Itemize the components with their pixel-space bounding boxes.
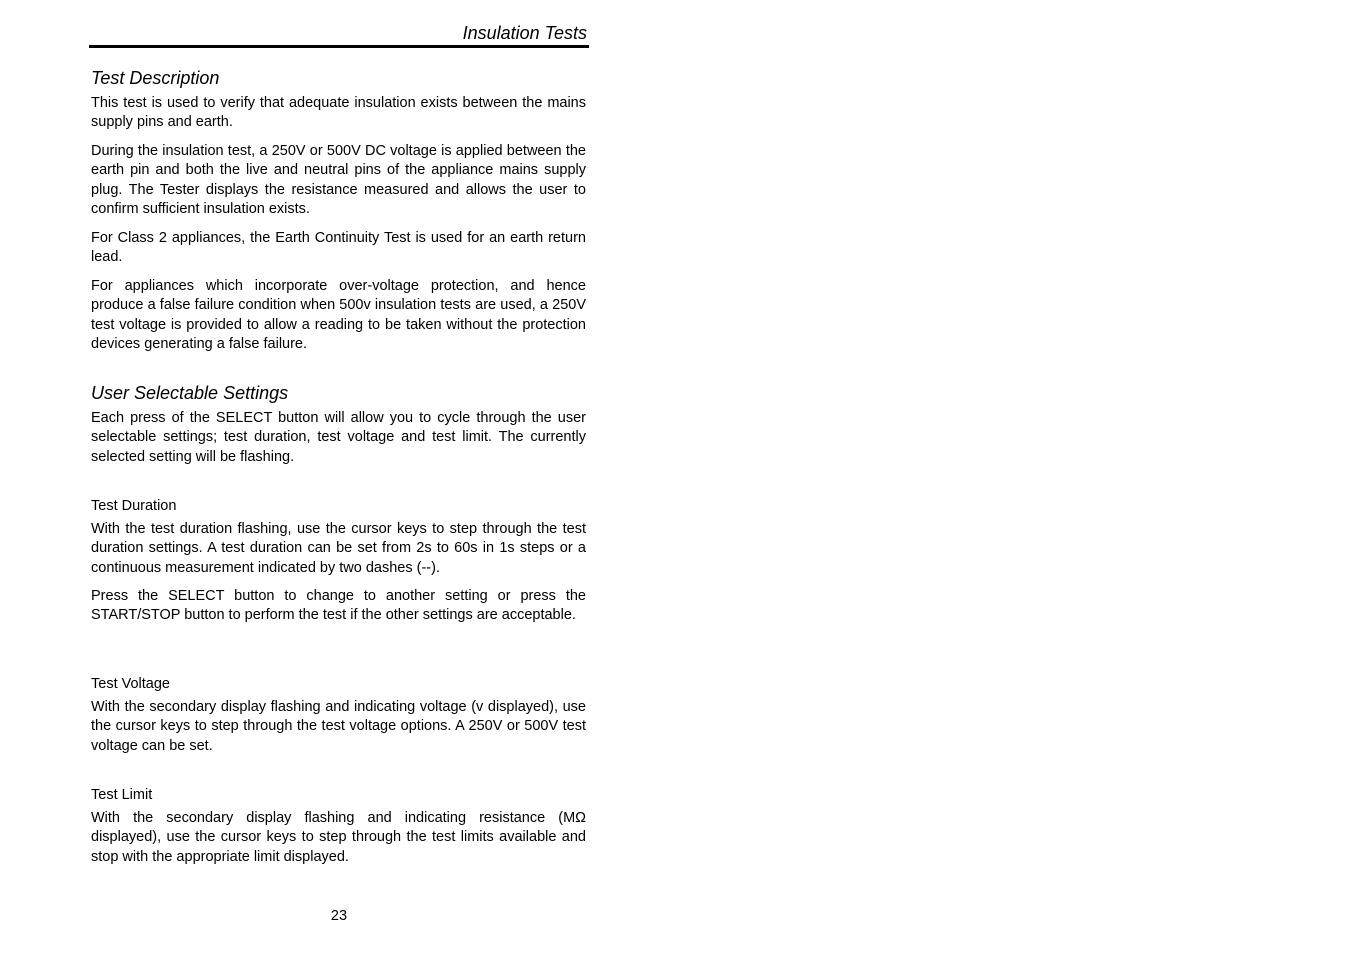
test-duration-paragraph-1-block xyxy=(91,520,586,578)
user-settings-heading-block xyxy=(91,382,586,404)
user-settings-heading: User Selectable Settings xyxy=(91,383,289,403)
test-limit-paragraph-1: With the secondary display flashing and indicating resistance (MΩ displayed), use the cursor keys to step through the test limits available and stop with the appropriate limit displayed. xyxy=(91,810,586,865)
running-header-title: Insulation Tests xyxy=(462,23,587,43)
test-description-paragraph-4: For appliances which incorporate over-voltage protection, and hence produce a false failure condition when 500v insulation tests are used, a 250V test voltage is provided to allow a reading to be taken without the protection devices generating a false failure. xyxy=(91,278,586,353)
test-duration-paragraph-2-block xyxy=(91,587,586,626)
test-description-paragraph-3-block xyxy=(91,229,586,268)
test-voltage-heading-block xyxy=(91,675,586,693)
test-limit-paragraph-1-block xyxy=(91,809,586,867)
test-voltage-heading: Test Voltage xyxy=(91,676,170,692)
page-number: 23 xyxy=(330,908,348,924)
test-duration-paragraph-2: Press the SELECT button to change to another setting or press the START/STOP button to perform the test if the other settings are acceptable. xyxy=(91,588,586,624)
user-settings-paragraph-1-block xyxy=(91,409,586,467)
test-duration-heading-block xyxy=(91,497,586,515)
test-description-heading: Test Description xyxy=(91,68,220,88)
test-voltage-paragraph-1-block xyxy=(91,698,586,756)
test-limit-heading-block xyxy=(91,786,586,804)
test-description-heading-block xyxy=(91,67,586,89)
test-description-paragraph-2-block xyxy=(91,142,586,220)
test-description-paragraph-1-block xyxy=(91,94,586,133)
user-settings-paragraph-1: Each press of the SELECT button will allow you to cycle through the user selectable settings; test duration, test voltage and test limit. The currently selected setting will be flashing. xyxy=(91,410,586,465)
test-description-paragraph-1: This test is used to verify that adequate insulation exists between the mains supply pins and earth. xyxy=(91,95,586,131)
test-description-paragraph-4-block xyxy=(91,277,586,355)
test-voltage-paragraph-1: With the secondary display flashing and indicating voltage (v displayed), use the cursor keys to step through the test voltage options. A 250V or 500V test voltage can be set. xyxy=(91,699,586,754)
test-duration-paragraph-1: With the test duration flashing, use the cursor keys to step through the test duration settings. A test duration can be set from 2s to 60s in 1s steps or a continuous measurement indicated by two dashes (--). xyxy=(91,521,586,576)
test-duration-heading: Test Duration xyxy=(91,498,177,514)
test-description-paragraph-3: For Class 2 appliances, the Earth Continuity Test is used for an earth return lead. xyxy=(91,230,586,266)
test-limit-heading: Test Limit xyxy=(91,787,153,803)
header-rule xyxy=(89,45,589,48)
test-description-paragraph-2: During the insulation test, a 250V or 500V DC voltage is applied between the earth pin and both the live and neutral pins of the appliance mains supply plug. The Tester displays the resistance measured and allows the user to confirm sufficient insulation exists. xyxy=(91,143,586,218)
